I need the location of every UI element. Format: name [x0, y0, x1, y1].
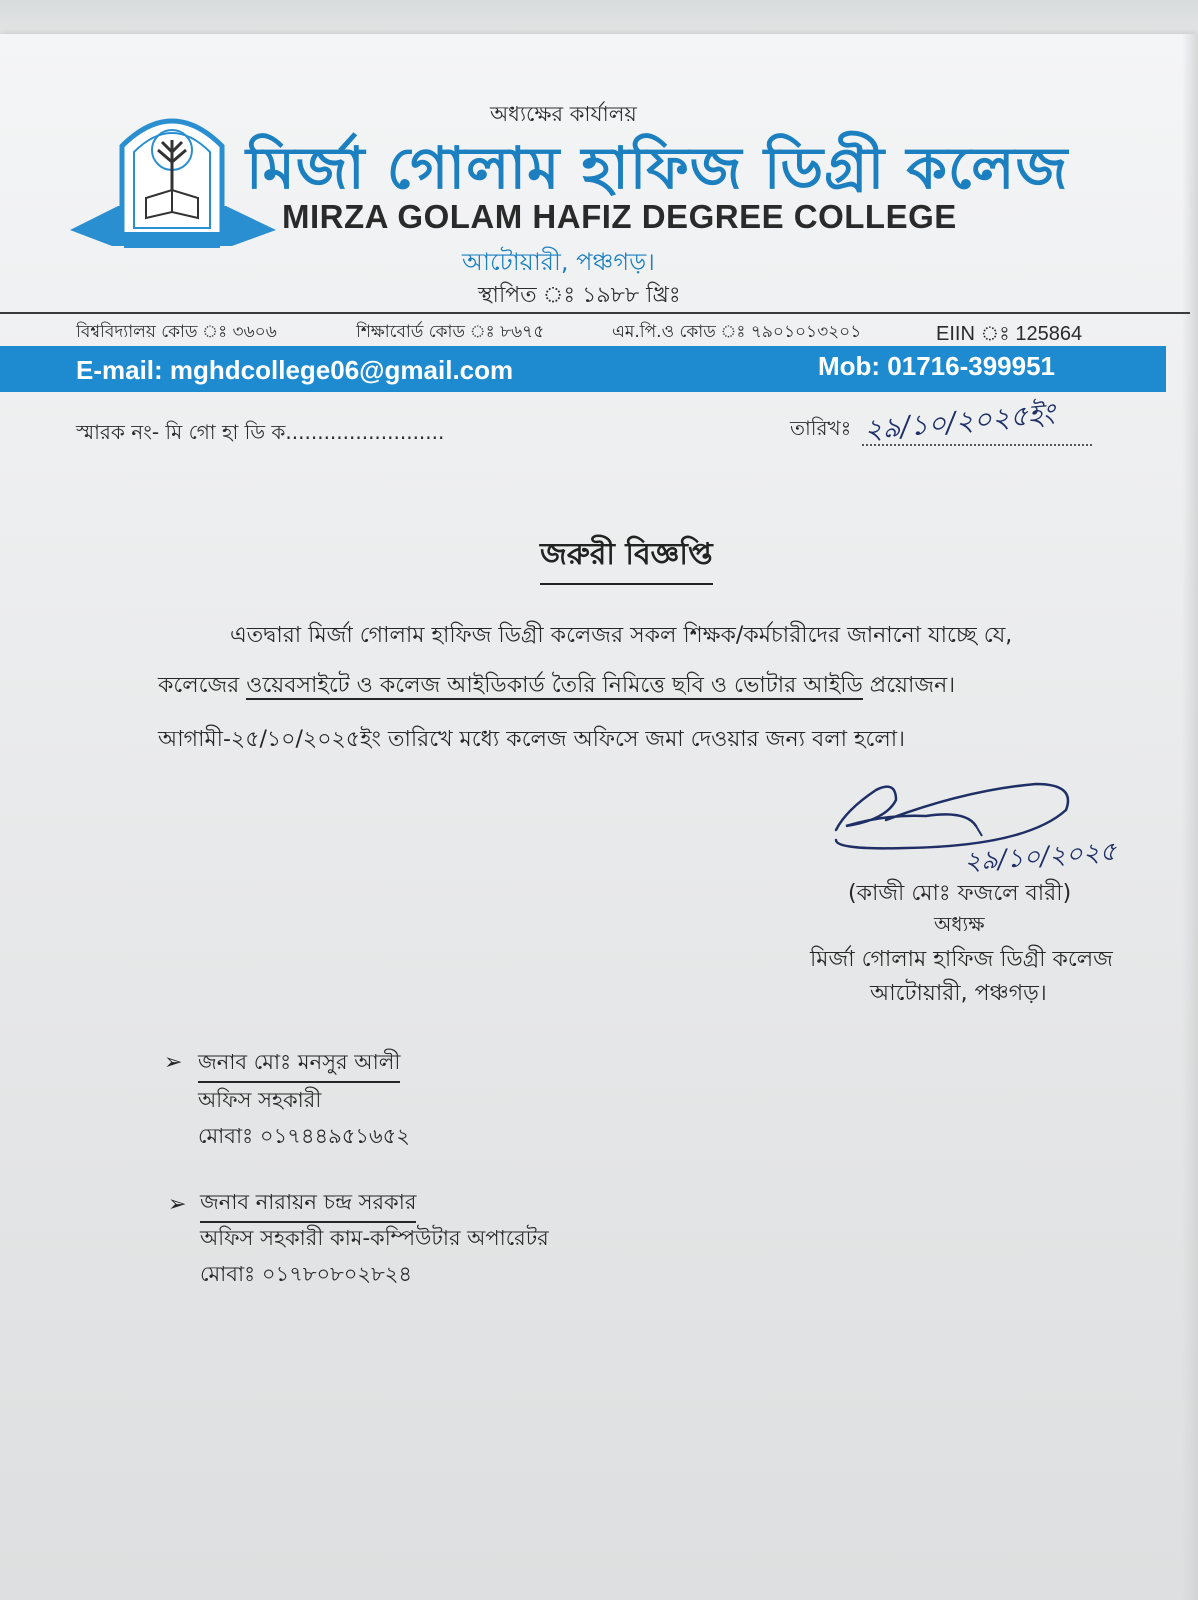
notice-line-2-end: প্রয়োজন। [862, 673, 956, 698]
college-name-english: MIRZA GOLAM HAFIZ DEGREE COLLEGE [282, 198, 957, 235]
signer-college: মির্জা গোলাম হাফিজ ডিগ্রী কলেজ [810, 947, 1113, 972]
college-address: আটোয়ারী, পঞ্চগড়। [462, 248, 655, 276]
header-divider [0, 312, 1190, 314]
signer-designation: অধ্যক্ষ [934, 912, 985, 936]
arrow-bullet-icon: ➢ [168, 1192, 187, 1217]
memo-reference: স্মারক নং- মি গো হা ডি ক......................... [76, 420, 445, 444]
notice-line-2-start: কলেজের [158, 673, 247, 698]
signature-date: ২৯/১০/২০২৫ [963, 836, 1118, 878]
contact-role: অফিস সহকারী [198, 1088, 322, 1112]
notice-line-2 [158, 668, 955, 705]
date-label: তারিখঃ [790, 416, 852, 440]
contact-role: অফিস সহকারী কাম-কম্পিউটার অপারেটর [200, 1226, 549, 1250]
college-mobile: Mob: 01716-399951 [818, 351, 1056, 381]
eiin-code: EIIN ঃ 125864 [936, 323, 1083, 345]
signer-name: (কাজী মোঃ ফজলে বারী) [848, 881, 1072, 906]
date-dotted-line [862, 444, 1092, 446]
contact-name: জনাব মোঃ মনসুর আলী [198, 1046, 400, 1083]
notice-line-2-underlined: ওয়েবসাইটে ও কলেজ আইডিকার্ড তৈরি নিমিত্তে ছবি ও ভোটার আইডি [246, 673, 863, 698]
office-title: অধ্যক্ষের কার্যালয় [490, 102, 637, 126]
signer-address: আটোয়ারী, পঞ্চগড়। [870, 981, 1047, 1006]
notice-line-3: আগামী-২৫/১০/২০২৫ইং তারিখে মধ্যে কলেজ অফিসে জমা দেওয়ার জন্য বলা হলো। [158, 727, 906, 752]
college-email: E-mail: mghdcollege06@gmail.com [76, 355, 514, 385]
contact-phone: মোবাঃ ০১৭৪৪৯৫১৬৫২ [198, 1124, 410, 1148]
handwritten-date: ২৯/১০/২০২৫ইং [862, 396, 1056, 447]
university-code: বিশ্ববিদ্যালয় কোড ঃ ৩৬০৬ [76, 322, 277, 342]
paper-edge-shadow [1182, 34, 1198, 1600]
contact-phone: মোবাঃ ০১৭৮০৮০২৮২৪ [200, 1262, 412, 1286]
board-code: শিক্ষাবোর্ড কোড ঃ ৮৬৭৫ [356, 322, 545, 342]
notice-title: জরুরী বিজ্ঞপ্তি [540, 530, 713, 585]
college-name-bengali: মির্জা গোলাম হাফিজ ডিগ্রী কলেজ [246, 134, 1069, 202]
established-year: স্থাপিত ঃ ১৯৮৮ খ্রিঃ [478, 283, 681, 308]
arrow-bullet-icon: ➢ [164, 1050, 183, 1075]
mpo-code: এম.পি.ও কোড ঃ ৭৯০১০১৩২০১ [612, 322, 862, 342]
notice-line-1: এতদ্বারা মির্জা গোলাম হাফিজ ডিগ্রী কলেজর সকল শিক্ষক/কর্মচারীদের জানানো যাচ্ছে যে, [230, 623, 1013, 648]
contact-name: জনাব নারায়ন চন্দ্র সরকার [200, 1186, 416, 1223]
